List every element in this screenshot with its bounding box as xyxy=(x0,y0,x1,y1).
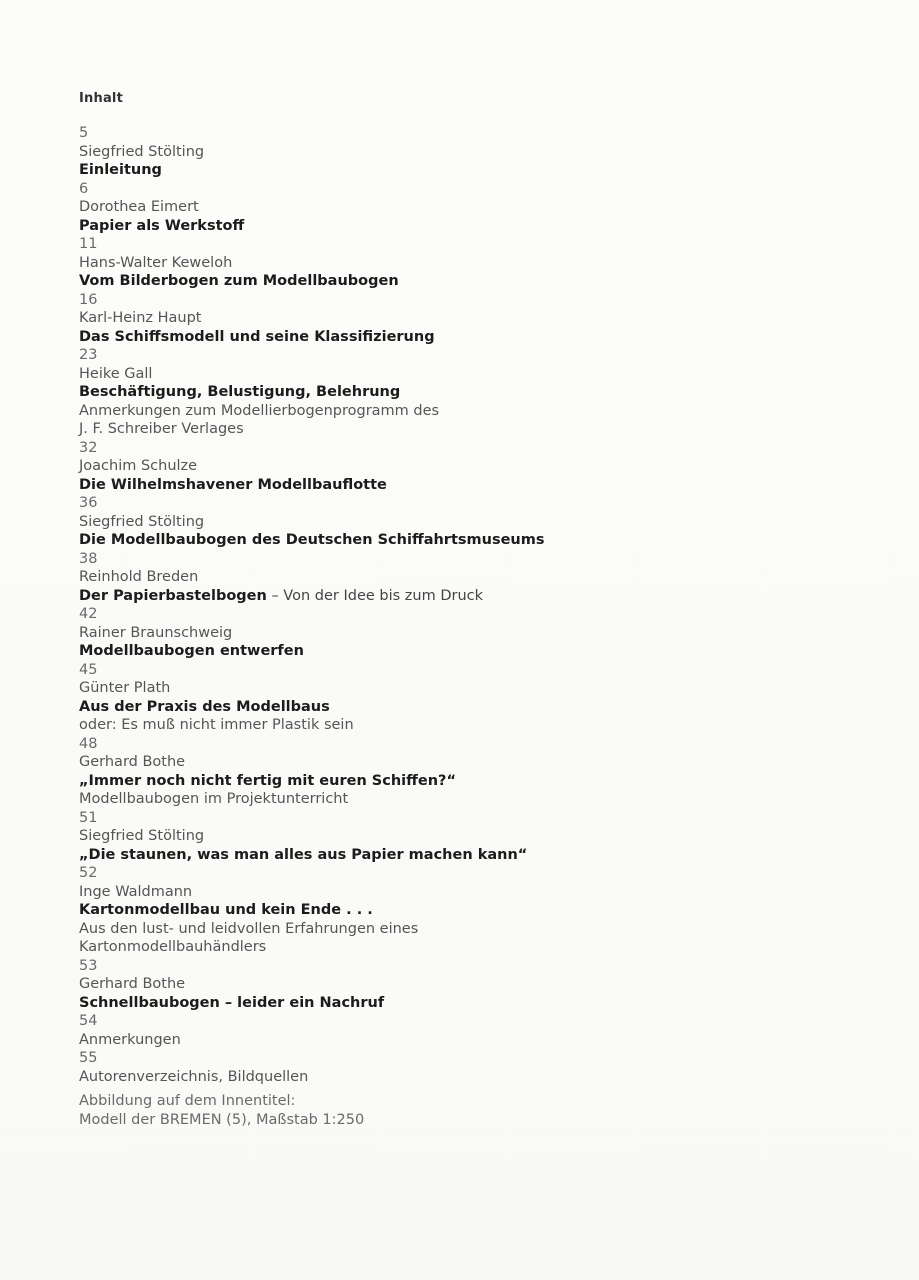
author-name: Reinhold Breden xyxy=(79,569,199,585)
author-name: Siegfried Stölting xyxy=(79,143,205,160)
author-name: Hans-Walter Keweloh xyxy=(79,254,233,271)
section-title: Anmerkungen xyxy=(79,1031,181,1048)
toc-entry xyxy=(79,809,879,865)
author-name: Heike Gall xyxy=(79,365,153,382)
chapter-title: Die Modellbaubogen des Deutschen Schiffahrtsmuseums xyxy=(79,532,545,548)
table-of-contents xyxy=(79,90,879,1129)
page-number: 54 xyxy=(79,1013,98,1029)
page-number: 52 xyxy=(79,865,98,881)
chapter-title: Modellbaubogen entwerfen xyxy=(79,643,304,659)
toc-entry xyxy=(79,291,879,347)
toc-entry xyxy=(79,494,879,550)
chapter-title-main: Der Papierbastelbogen xyxy=(79,587,267,604)
caption-line: Modell der BREMEN (5), Maßstab 1:250 xyxy=(79,1111,365,1128)
author-name: Dorothea Eimert xyxy=(79,199,199,215)
toc-entry xyxy=(79,1012,879,1049)
chapter-title: Die Wilhelmshavener Modellbauflotte xyxy=(79,476,387,493)
author-name: Siegfried Stölting xyxy=(79,513,205,530)
chapter-title: Einleitung xyxy=(79,162,162,178)
toc-entry xyxy=(79,661,879,735)
chapter-title: Papier als Werkstoff xyxy=(79,217,245,234)
page-number: 38 xyxy=(79,550,98,567)
page-number: 32 xyxy=(79,439,98,456)
page-number: 11 xyxy=(79,236,98,252)
page-number: 42 xyxy=(79,606,98,622)
author-name: Gerhard Bothe xyxy=(79,754,186,770)
toc-heading: Inhalt xyxy=(79,91,123,106)
chapter-title: „Immer noch nicht fertig mit euren Schiffen?“ xyxy=(79,772,456,789)
chapter-subtitle: Kartonmodellbauhändlers xyxy=(79,939,267,955)
chapter-title: Kartonmodellbau und kein Ende . . . xyxy=(79,902,373,918)
page-number: 48 xyxy=(79,735,98,752)
toc-entry xyxy=(79,957,879,1013)
chapter-title: Beschäftigung, Belustigung, Belehrung xyxy=(79,384,401,400)
toc-entry xyxy=(79,864,879,957)
page-number: 5 xyxy=(79,125,89,141)
chapter-title: Das Schiffsmodell und seine Klassifizierung xyxy=(79,328,435,345)
chapter-title: Aus der Praxis des Modellbaus xyxy=(79,698,330,715)
toc-entry xyxy=(79,124,879,180)
author-name: Joachim Schulze xyxy=(79,458,198,474)
author-name: Siegfried Stölting xyxy=(79,828,205,844)
author-name: Gerhard Bothe xyxy=(79,976,186,992)
toc-entry xyxy=(79,346,879,439)
section-title: Autorenverzeichnis, Bildquellen xyxy=(79,1068,309,1085)
toc-entry xyxy=(79,735,879,809)
toc-entry xyxy=(79,1049,879,1086)
toc-entry xyxy=(79,550,879,606)
caption-line: Abbildung auf dem Innentitel: xyxy=(79,1093,296,1109)
chapter-subtitle: J. F. Schreiber Verlages xyxy=(79,421,244,437)
toc-entry xyxy=(79,605,879,661)
page-number: 16 xyxy=(79,291,98,308)
chapter-subtitle: Aus den lust- und leidvollen Erfahrungen eines xyxy=(79,920,419,937)
chapter-subtitle: oder: Es muß nicht immer Plastik sein xyxy=(79,717,354,733)
page-number: 36 xyxy=(79,495,98,511)
chapter-title-tail: – Von der Idee bis zum Druck xyxy=(266,587,484,604)
illustration-caption xyxy=(79,1092,879,1129)
chapter-title: Vom Bilderbogen zum Modellbaubogen xyxy=(79,273,399,289)
author-name: Inge Waldmann xyxy=(79,883,193,900)
page-number: 23 xyxy=(79,347,98,363)
chapter-title: „Die staunen, was man alles aus Papier machen kann“ xyxy=(79,846,528,863)
toc-entry xyxy=(79,235,879,291)
chapter-subtitle: Modellbaubogen im Projektunterricht xyxy=(79,791,349,807)
toc-entry xyxy=(79,439,879,495)
chapter-title: Schnellbaubogen – leider ein Nachruf xyxy=(79,994,385,1011)
page-number: 55 xyxy=(79,1050,98,1066)
author-name: Rainer Braunschweig xyxy=(79,624,233,641)
author-name: Günter Plath xyxy=(79,680,171,696)
author-name: Karl-Heinz Haupt xyxy=(79,310,202,326)
page-number: 45 xyxy=(79,661,98,678)
page-number: 51 xyxy=(79,809,98,826)
page-number: 6 xyxy=(79,180,89,197)
page-number: 53 xyxy=(79,957,98,974)
toc-entry xyxy=(79,180,879,236)
chapter-title xyxy=(79,587,879,606)
chapter-subtitle: Anmerkungen zum Modellierbogenprogramm des xyxy=(79,402,440,419)
